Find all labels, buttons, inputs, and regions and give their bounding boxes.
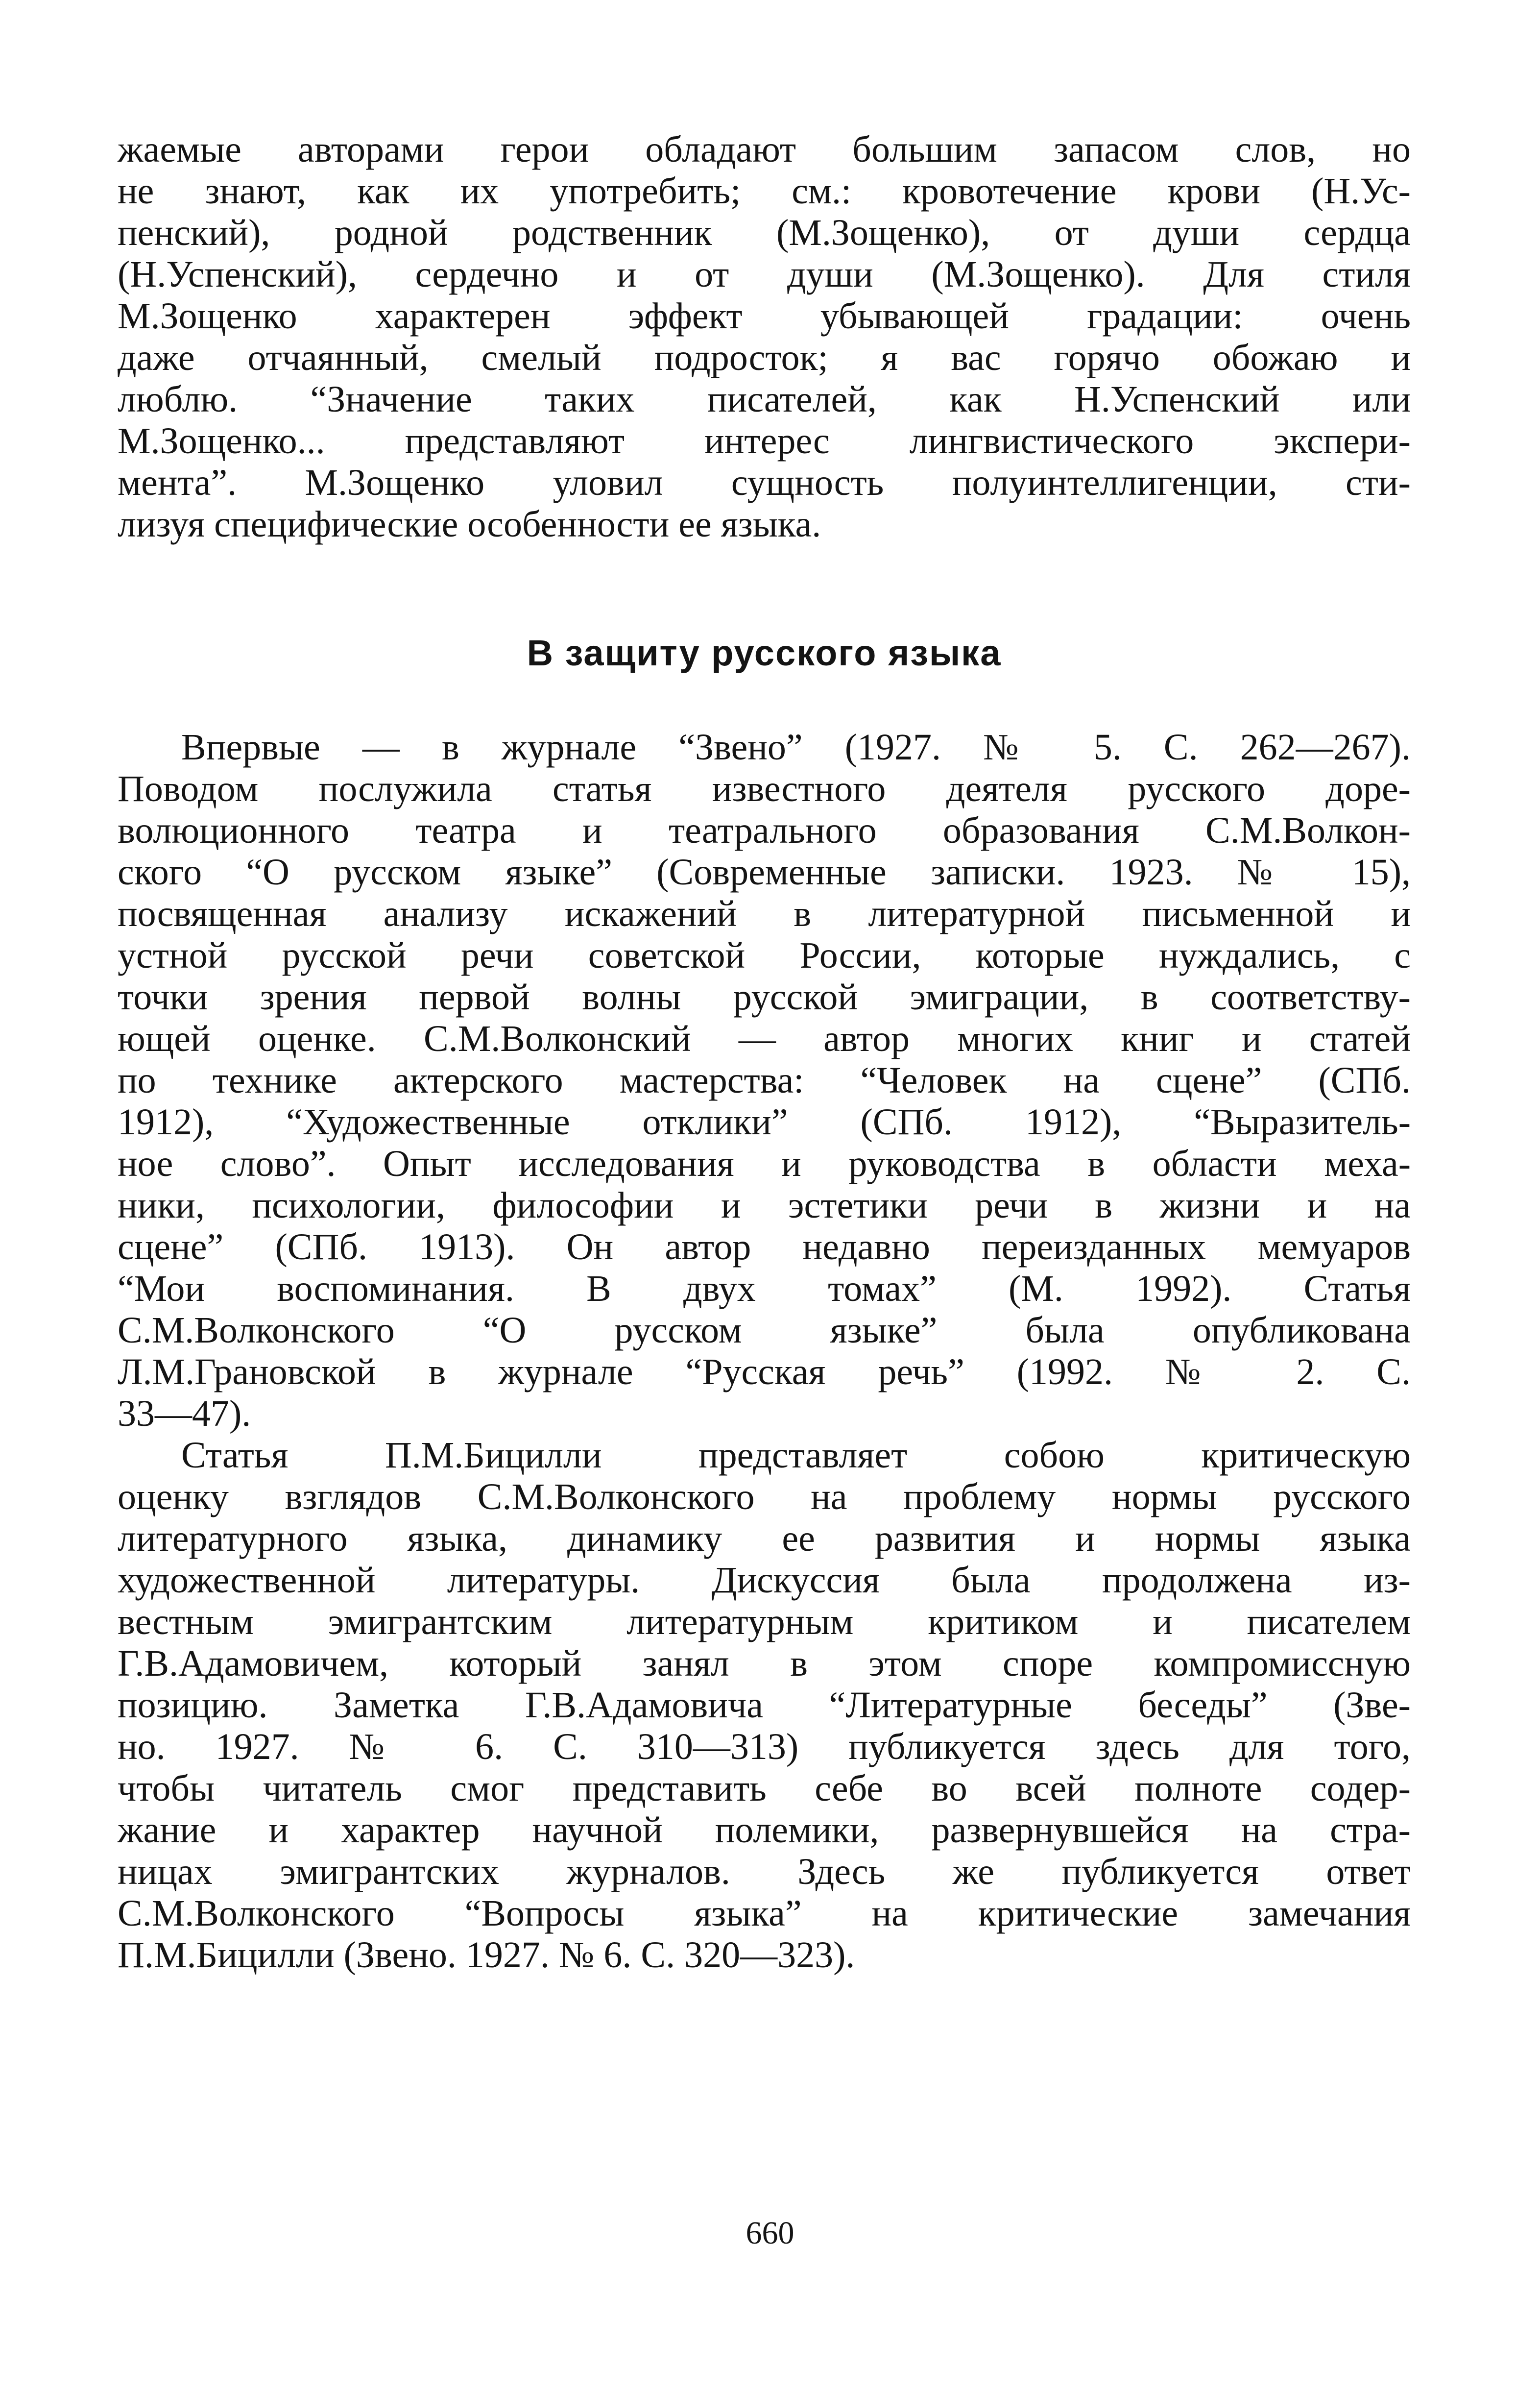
text-line: ющей оценке. С.М.Волконский — автор многих книг и статей (118, 1018, 1411, 1059)
text-line: М.Зощенко характерен эффект убывающей градации: очень (118, 295, 1411, 337)
text-line: позицию. Заметка Г.В.Адамовича “Литературные беседы” (Зве- (118, 1685, 1411, 1726)
text-line: литературного языка, динамику ее развития и нормы языка (118, 1518, 1411, 1559)
text-line: лизуя специфические особенности ее языка. (118, 504, 821, 545)
text-line: но. 1927. № 6. С. 310—313) публикуется здесь для того, (118, 1726, 1411, 1767)
text-line: по технике актерского мастерства: “Человек на сцене” (СПб. (118, 1060, 1411, 1101)
text-line: жание и характер научной полемики, развернувшейся на стра- (118, 1809, 1411, 1851)
text-line: Г.В.Адамовичем, который занял в этом споре компромиссную (118, 1643, 1411, 1684)
text-line: оценку взглядов С.М.Волконского на проблему нормы русского (118, 1476, 1411, 1517)
text-line: 1912), “Художественные отклики” (СПб. 1912), “Выразитель- (118, 1101, 1411, 1143)
text-line: 33—47). (118, 1393, 251, 1434)
text-line: Л.М.Грановской в журнале “Русская речь” (1992. № 2. С. (118, 1351, 1411, 1392)
text-line: вестным эмигрантским литературным критиком и писателем (118, 1601, 1411, 1642)
text-line: С.М.Волконского “Вопросы языка” на критические замечания (118, 1893, 1411, 1934)
text-line: не знают, как их употребить; см.: кровотечение крови (Н.Ус- (118, 171, 1411, 212)
text-line: Впервые — в журнале “Звено” (1927. № 5. С. 262—267). (181, 727, 1411, 768)
text-line: П.М.Бицилли (Звено. 1927. № 6. С. 320—323). (118, 1934, 855, 1976)
text-line: ное слово”. Опыт исследования и руководства в области меха- (118, 1143, 1411, 1184)
text-line: М.Зощенко... представляют интерес лингвистического экспери- (118, 420, 1411, 462)
text-line: сцене” (СПб. 1913). Он автор недавно переизданных мемуаров (118, 1226, 1411, 1268)
text-line: жаемые авторами герои обладают большим запасом слов, но (118, 129, 1411, 170)
text-line: посвященная анализу искажений в литературной письменной и (118, 893, 1411, 934)
text-line: С.М.Волконского “О русском языке” была опубликована (118, 1310, 1411, 1351)
text-line: точки зрения первой волны русской эмиграции, в соответству- (118, 977, 1411, 1018)
text-line: чтобы читатель смог представить себе во всей полноте содер- (118, 1768, 1411, 1809)
text-line: пенский), родной родственник (М.Зощенко), от души сердца (118, 212, 1411, 253)
text-line: ского “О русском языке” (Современные записки. 1923. № 15), (118, 852, 1411, 893)
text-line: люблю. “Значение таких писателей, как Н.Успенский или (118, 379, 1411, 420)
text-line: ницах эмигрантских журналов. Здесь же публикуется ответ (118, 1851, 1411, 1892)
text-line: даже отчаянный, смелый подросток; я вас горячо обожаю и (118, 337, 1411, 378)
text-line: (Н.Успенский), сердечно и от души (М.Зощенко). Для стиля (118, 254, 1411, 295)
text-line: Статья П.М.Бицилли представляет собою критическую (181, 1435, 1411, 1476)
text-line: ники, психологии, философии и эстетики речи в жизни и на (118, 1185, 1411, 1226)
text-line: художественной литературы. Дискуссия была продолжена из- (118, 1560, 1411, 1601)
page-number: 660 (746, 2215, 794, 2251)
text-line: “Мои воспоминания. В двух томах” (М. 1992). Статья (118, 1268, 1411, 1309)
section-heading: В защиту русского языка (527, 633, 1002, 673)
text-line: мента”. М.Зощенко уловил сущность полуинтеллигенции, сти- (118, 462, 1411, 503)
text-line: Поводом послужила статья известного деятеля русского доре- (118, 768, 1411, 809)
text-line: волюционного театра и театрального образования С.М.Волкон- (118, 810, 1411, 851)
text-line: устной русской речи советской России, которые нуждались, с (118, 935, 1411, 976)
